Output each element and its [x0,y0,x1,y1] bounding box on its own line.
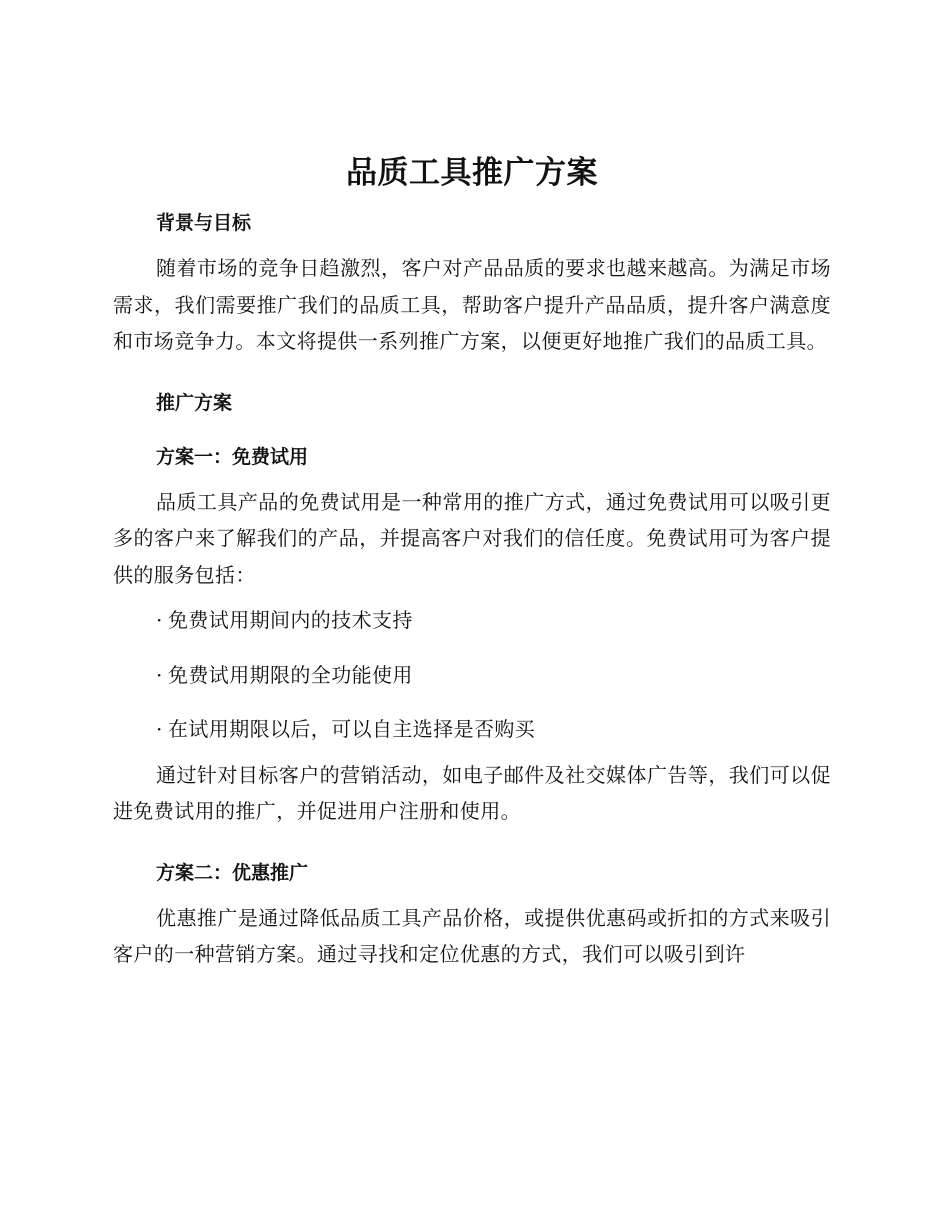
background-paragraph: 随着市场的竞争日趋激烈，客户对产品品质的要求也越来越高。为满足市场需求，我们需要推广我们的品质工具，帮助客户提升产品品质，提升客户满意度和市场竞争力。本文将提供一系列推广方案，以便更好地推广我们的品质工具。 [113,256,831,353]
document-title: 品质工具推广方案 [346,155,598,191]
list-item-text: 免费试用期限的全功能使用 [168,662,413,687]
list-item-text: 免费试用期间内的技术支持 [168,608,413,632]
bullet-marker: · [156,717,163,741]
document-page [113,150,831,973]
plan1-paragraph: 品质工具产品的免费试用是一种常用的推广方式，通过免费试用可以吸引更多的客户来了解我们的产品，并提高客户对我们的信任度。免费试用可为客户提供的服务包括： [113,489,831,587]
section-heading-background: 背景与目标 [156,212,252,234]
bullet-marker: · [156,608,163,632]
list-item [113,702,831,757]
list-item [113,648,831,703]
section-heading-plans: 推广方案 [156,391,233,414]
bullet-marker: · [156,662,163,687]
list-item-text: 在试用期限以后，可以自主选择是否购买 [168,717,536,741]
list-item [113,593,831,648]
plan1-heading: 方案一：免费试用 [156,445,309,468]
plan2-heading: 方案二：优惠推广 [156,861,309,884]
plan2-paragraph: 优惠推广是通过降低品质工具产品价格，或提供优惠码或折扣的方式来吸引客户的一种营销方案。通过寻找和定位优惠的方式，我们可以吸引到许 [113,905,831,966]
plan1-paragraph-2: 通过针对目标客户的营销活动，如电子邮件及社交媒体广告等，我们可以促进免费试用的推广，并促进用户注册和使用。 [113,762,831,823]
